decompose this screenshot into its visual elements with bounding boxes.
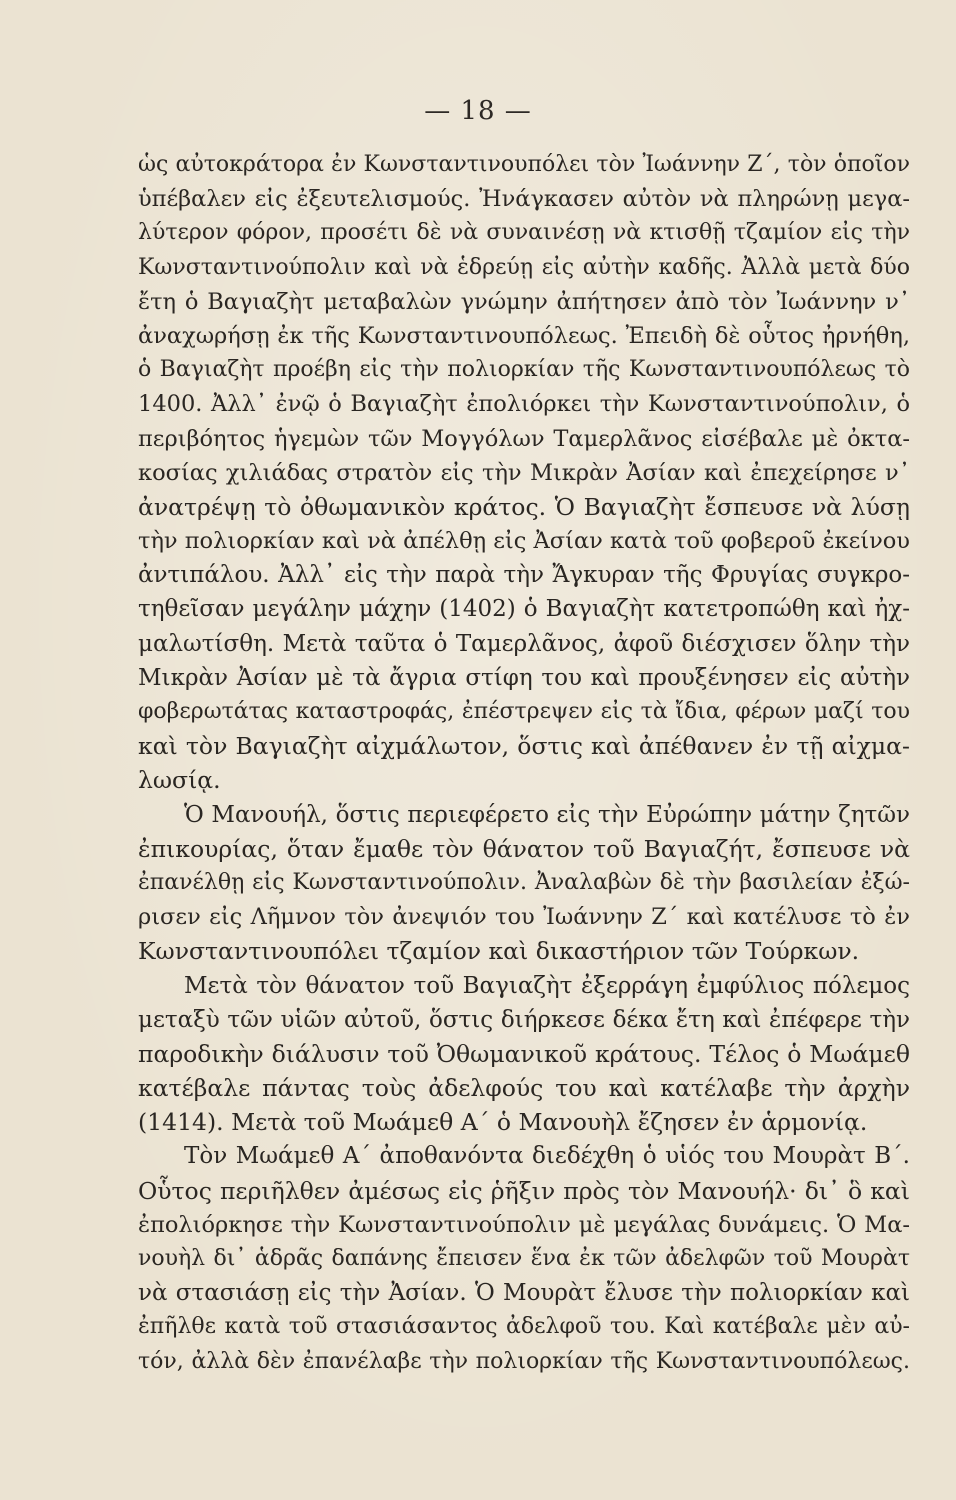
text-line: ρισεν εἰς Λῆμνον τὸν ἀνεψιόν του Ἰωάννην Ζ΄ καὶ κατέλυσε τὸ ἐν [138, 904, 910, 931]
text-line: ἀνατρέψῃ τὸ ὀθωμανικὸν κράτος. Ὁ Βαγιαζὴτ ἔσπευσε νὰ λύσῃ [138, 492, 910, 521]
body-text [138, 148, 910, 1379]
text-line: καὶ τὸν Βαγιαζὴτ αἰχμάλωτον, ὅστις καὶ ἀπέθανεν ἐν τῇ αἰχμα- [138, 732, 910, 761]
text-line: ὑπέβαλεν εἰς ἐξευτελισμούς. Ἠνάγκασεν αὐτὸν νὰ πληρώνῃ μεγα- [138, 186, 910, 213]
text-line: μεταξὺ τῶν υἱῶν αὐτοῦ, ὅστις διήρκεσε δέκα ἔτη καὶ ἐπέφερε τὴν [138, 1006, 910, 1033]
text-line: περιβόητος ἡγεμὼν τῶν Μογγόλων Ταμερλᾶνος εἰσέβαλε μὲ ὀκτα- [138, 425, 910, 452]
text-line: νὰ στασιάσῃ εἰς τὴν Ἀσίαν. Ὁ Μουρὰτ ἔλυσε τὴν πολιορκίαν καὶ [138, 1280, 910, 1307]
text-line: Οὗτος περιῆλθεν ἀμέσως εἰς ῥῆξιν πρὸς τὸν Μανουήλ· δι᾿ ὃ καὶ [138, 1176, 910, 1205]
text-line: ἐπικουρίας, ὅταν ἔμαθε τὸν θάνατον τοῦ Βαγιαζήτ, ἔσπευσε νὰ [138, 834, 910, 863]
text-line: ἀναχωρήσῃ ἐκ τῆς Κωνσταντινουπόλεως. Ἐπειδὴ δὲ οὗτος ἠρνήθη, [138, 322, 910, 349]
text-line: μαλωτίσθη. Μετὰ ταῦτα ὁ Ταμερλᾶνος, ἀφοῦ διέσχισεν ὅλην τὴν [138, 630, 910, 657]
text-line: ἐπανέλθῃ εἰς Κωνσταντινούπολιν. Ἀναλαβὼν δὲ τὴν βασιλείαν ἐξώ- [138, 869, 910, 895]
text-line: ἔτη ὁ Βαγιαζὴτ μεταβαλὼν γνώμην ἀπήτησεν ἀπὸ τὸν Ἰωάννην ν᾿ [138, 288, 910, 315]
text-line: Μικρὰν Ἀσίαν μὲ τὰ ἄγρια στίφη του καὶ προυξένησεν εἰς αὐτὴν [138, 664, 910, 691]
text-line: κοσίας χιλιάδας στρατὸν εἰς τὴν Μικρὰν Ἀσίαν καὶ ἐπεχείρησε ν᾿ [138, 459, 910, 486]
text-line: τηθεῖσαν μεγάλην μάχην (1402) ὁ Βαγιαζὴτ κατετροπώθη καὶ ἠχ- [138, 596, 910, 623]
text-line: Τὸν Μωάμεθ Α΄ ἀποθανόντα διεδέχθη ὁ υἱός του Μουρὰτ Β΄. [184, 1143, 910, 1170]
text-line: Κωνσταντινούπολιν καὶ νὰ ἑδρεύῃ εἰς αὐτὴν καδῆς. Ἀλλὰ μετὰ δύο [138, 254, 910, 280]
text-line: Ὁ Μανουήλ, ὅστις περιεφέρετο εἰς τὴν Εὐρώπην μάτην ζητῶν [184, 801, 910, 828]
text-line: ὁ Βαγιαζὴτ προέβη εἰς τὴν πολιορκίαν τῆς Κωνσταντινουπόλεως τὸ [138, 357, 910, 383]
text-line: Μετὰ τὸν θάνατον τοῦ Βαγιαζὴτ ἐξερράγη ἐμφύλιος πόλεμος [184, 972, 910, 999]
text-line: νουὴλ δι᾿ ἁδρᾶς δαπάνης ἔπεισεν ἕνα ἐκ τῶν ἀδελφῶν τοῦ Μουρὰτ [138, 1246, 910, 1271]
text-line: ἀντιπάλου. Ἀλλ᾿ εἰς τὴν παρὰ τὴν Ἄγκυραν τῆς Φρυγίας συγκρο- [138, 562, 910, 589]
text-line: ὡς αὐτοκράτορα ἐν Κωνσταντινουπόλει τὸν Ἰωάννην Ζ΄, τὸν ὁποῖον [138, 152, 910, 177]
text-line: λύτερον φόρον, προσέτι δὲ νὰ συναινέσῃ νὰ κτισθῇ τζαμίον εἰς τὴν [138, 220, 910, 246]
text-line: κατέβαλε πάντας τοὺς ἀδελφούς του καὶ κατέλαβε τὴν ἀρχὴν [138, 1074, 910, 1103]
text-line: τὴν πολιορκίαν καὶ νὰ ἀπέλθῃ εἰς Ἀσίαν κατὰ τοῦ φοβεροῦ ἐκείνου [138, 528, 910, 555]
text-line: Κωνσταντινουπόλει τζαμίον καὶ δικαστήριον τῶν Τούρκων. [138, 937, 860, 966]
text-line: τόν, ἀλλὰ δὲν ἐπανέλαβε τὴν πολιορκίαν τῆς Κωνσταντινουπόλεως. [138, 1348, 910, 1374]
text-line: (1414). Μετὰ τοῦ Μωάμεθ Α΄ ὁ Μανουὴλ ἔζησεν ἐν ἁρμονίᾳ. [138, 1108, 868, 1137]
text-line: ἐπολιόρκησε τὴν Κωνσταντινούπολιν μὲ μεγάλας δυνάμεις. Ὁ Μα- [138, 1211, 910, 1238]
page-number: — 18 — [424, 96, 532, 126]
text-line: φοβερωτάτας καταστροφάς, ἐπέστρεψεν εἰς τὰ ἴδια, φέρων μαζί του [138, 699, 910, 724]
text-line: 1400. Ἀλλ᾿ ἐνῷ ὁ Βαγιαζὴτ ἐπολιόρκει τὴν Κωνσταντινούπολιν, ὁ [138, 391, 910, 418]
text-line: παροδικὴν διάλυσιν τοῦ Ὀθωμανικοῦ κράτους. Τέλος ὁ Μωάμεθ [138, 1039, 910, 1068]
text-line: λωσίᾳ. [138, 766, 221, 795]
text-line: ἐπῆλθε κατὰ τοῦ στασιάσαντος ἀδελφοῦ του. Καὶ κατέβαλε μὲν αὐ- [138, 1314, 910, 1340]
